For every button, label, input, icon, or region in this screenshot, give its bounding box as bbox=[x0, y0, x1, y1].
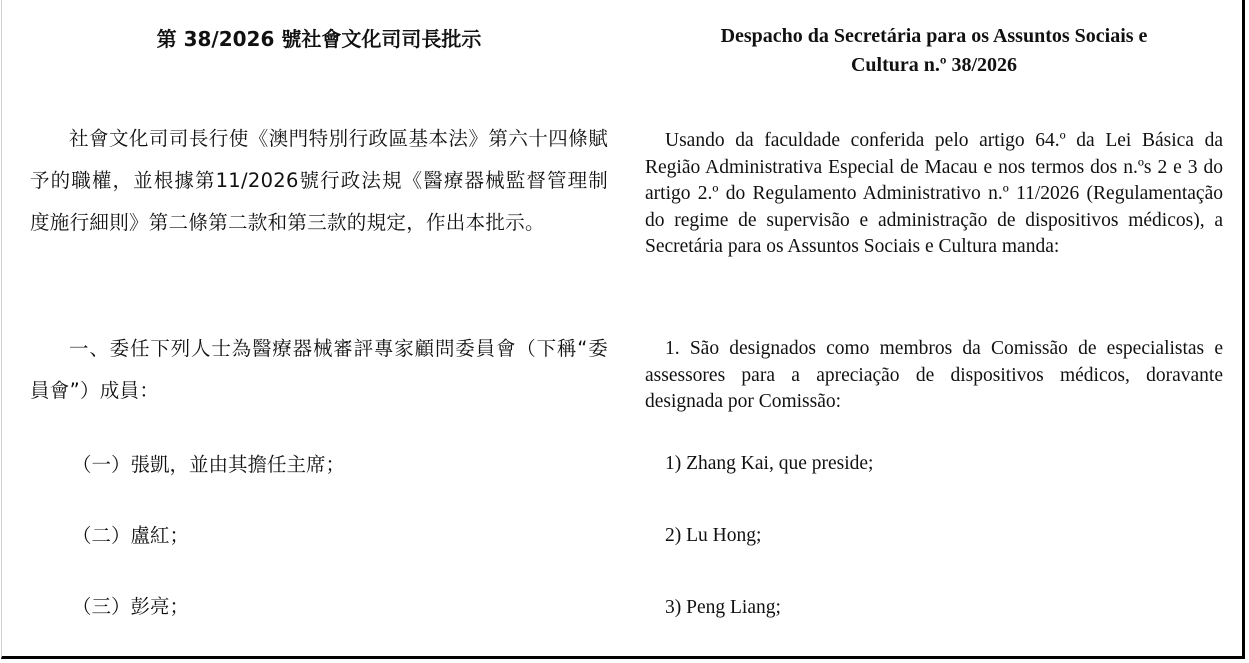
member-item-portuguese: 1) Zhang Kai, que preside; bbox=[665, 453, 874, 474]
dispatch-title-portuguese bbox=[645, 22, 1223, 80]
member-item-chinese: （一）張凱，並由其擔任主席； bbox=[72, 453, 346, 476]
title-line-2: Cultura n.º 38/2026 bbox=[850, 54, 1018, 76]
clause-1-portuguese: 1. São designados como membros da Comissão de especialistas e assessores para a apreciação de dispositivos médicos, doravante designada por Comissão: bbox=[645, 338, 1223, 412]
clause-1-chinese: 一、委任下列人士為醫療器械審評專家顧問委員會（下稱“委員會”）成員： bbox=[30, 337, 608, 402]
member-item-chinese: （二）盧紅； bbox=[72, 524, 190, 547]
dispatch-title-chinese: 第 38/2026 號社會文化司司長批示 bbox=[156, 27, 482, 51]
intro-paragraph-portuguese: Usando da faculdade conferida pelo artigo 64.º da Lei Básica da Região Administrativa Especial de Macau e nos termos dos n.ºs 2 e 3 do artigo 2.º do Regulamento Administrativo n.º 11/2026 (Regulamentação do regime de supervisão e administração de dispositivos médicos), a Secretária para os Assuntos Sociais e Cultura manda: bbox=[645, 130, 1223, 257]
member-item-portuguese: 2) Lu Hong; bbox=[665, 525, 762, 546]
document-page bbox=[1, 0, 1245, 659]
title-line-1: Despacho da Secretária para os Assuntos Sociais e bbox=[720, 25, 1148, 47]
member-item-chinese: （三）彭亮； bbox=[72, 595, 190, 618]
member-item-portuguese: 3) Peng Liang; bbox=[665, 597, 781, 618]
intro-paragraph-chinese: 社會文化司司長行使《澳門特別行政區基本法》第六十四條賦予的職權，並根據第11/2026號行政法規《醫療器械監督管理制度施行細則》第二條第二款和第三款的規定，作出本批示。 bbox=[30, 127, 608, 234]
